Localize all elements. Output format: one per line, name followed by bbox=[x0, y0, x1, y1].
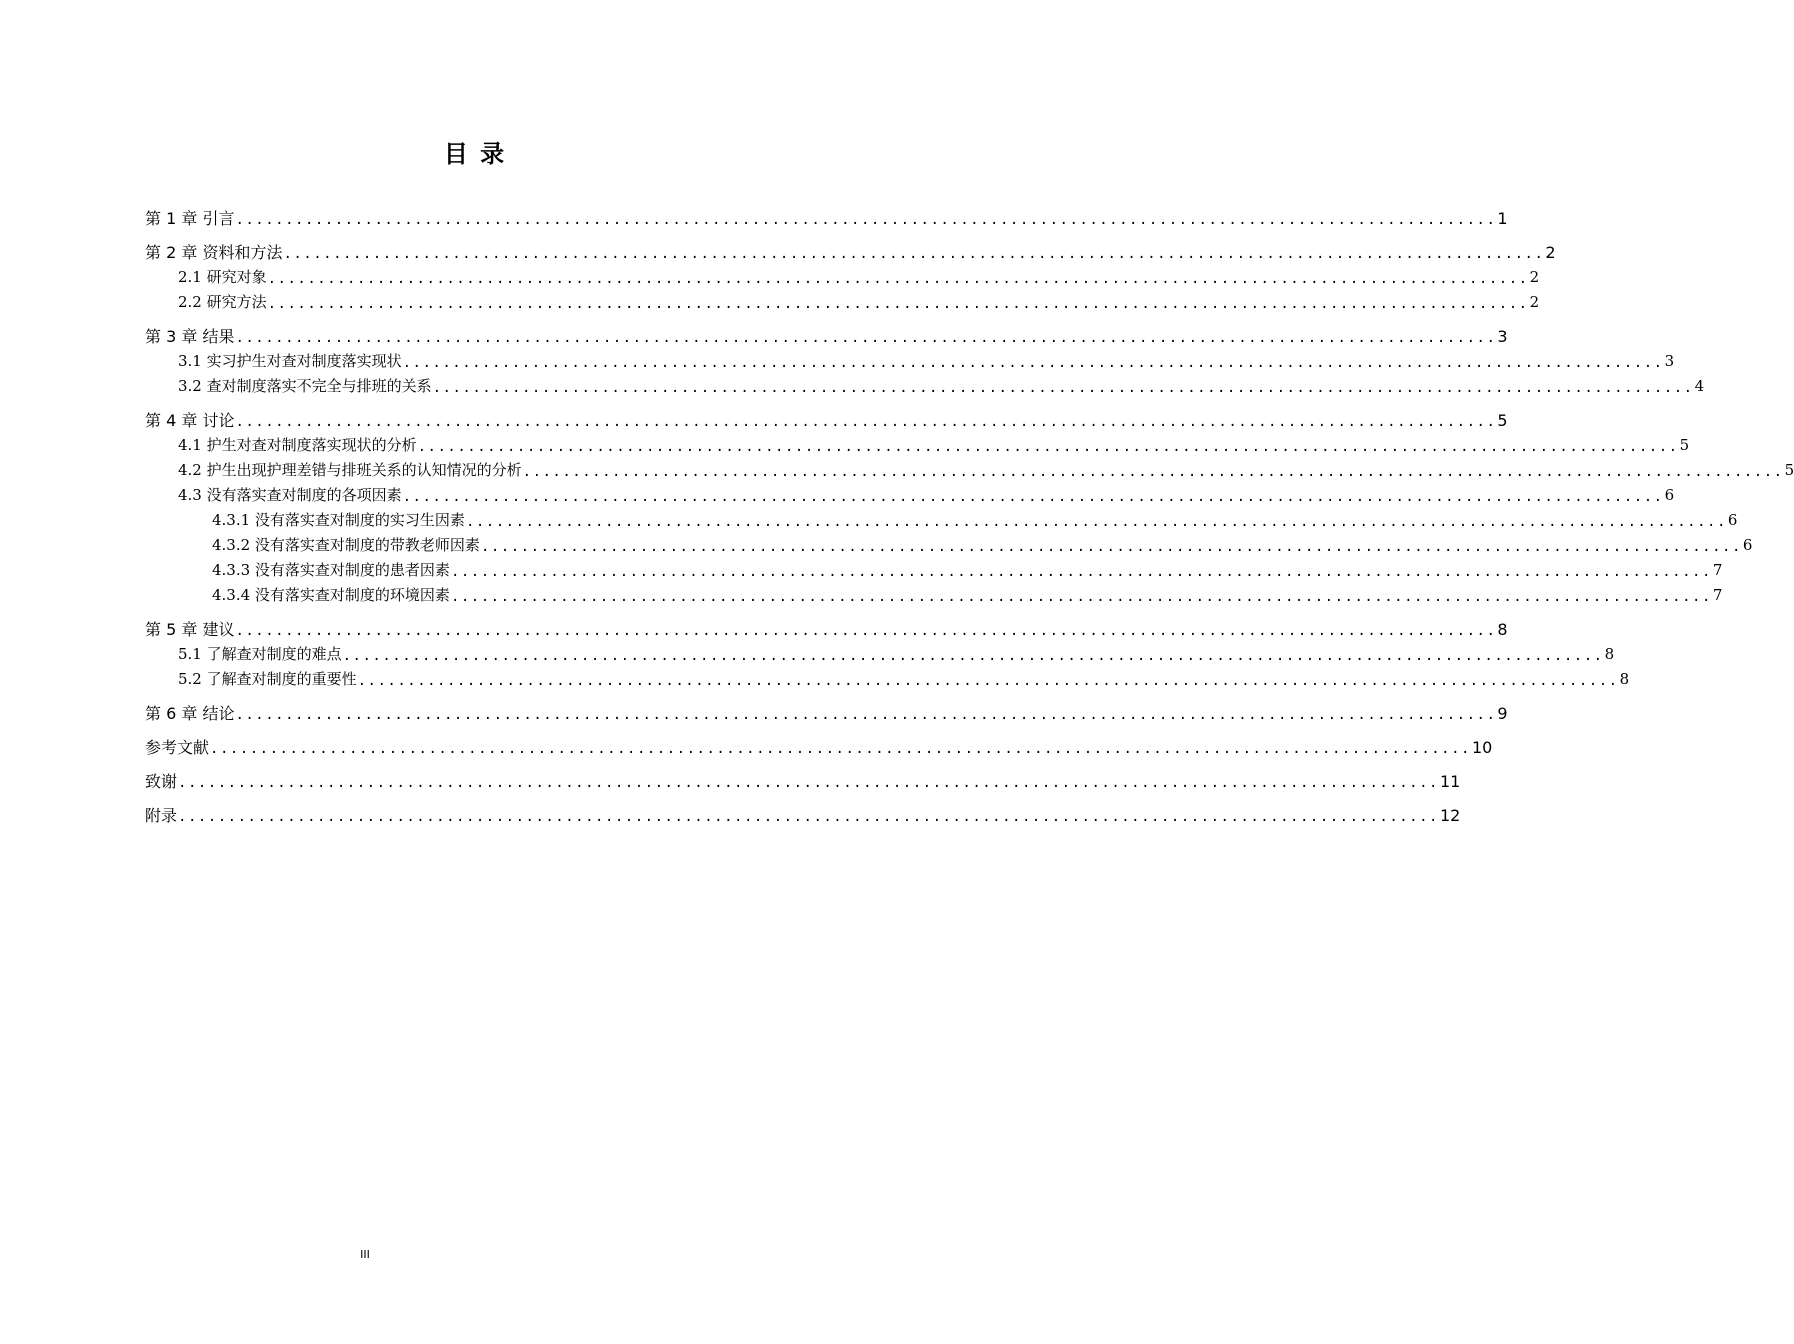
toc-leader-dots: ............................................................................................................................... bbox=[283, 246, 1545, 262]
toc-entry-page: 6 bbox=[1664, 486, 1675, 504]
toc-entry-page: 6 bbox=[1742, 536, 1753, 554]
toc-entry[interactable] bbox=[145, 533, 1753, 558]
toc-entry[interactable] bbox=[145, 667, 1630, 692]
toc-leader-dots: ............................................................................................................................... bbox=[402, 489, 1664, 505]
toc-entry[interactable] bbox=[145, 349, 1675, 374]
toc-entry[interactable] bbox=[145, 701, 1508, 726]
toc-entry[interactable] bbox=[145, 803, 1461, 828]
toc-leader-dots: ............................................................................................................................... bbox=[178, 775, 1439, 791]
toc-title: 目 录 bbox=[443, 140, 507, 168]
toc-entry-page: 3 bbox=[1664, 352, 1675, 370]
toc-entry-page: 11 bbox=[1439, 772, 1461, 791]
toc-leader-dots: ............................................................................................................................... bbox=[235, 414, 1497, 430]
toc-entry[interactable] bbox=[145, 290, 1540, 315]
toc-entry-page: 8 bbox=[1497, 620, 1508, 639]
toc-leader-dots: ............................................................................................................................... bbox=[342, 648, 1604, 664]
toc-entry[interactable] bbox=[145, 324, 1508, 349]
toc-entry-title: 4.2 护生出现护理差错与排班关系的认知情况的分析 bbox=[178, 461, 522, 479]
toc-entry-page: 10 bbox=[1471, 738, 1493, 757]
toc-entry-page: 8 bbox=[1604, 645, 1615, 663]
toc-entry-page: 5 bbox=[1497, 411, 1508, 430]
toc-leader-dots: ............................................................................................................................... bbox=[402, 355, 1664, 371]
toc-entry-page: 2 bbox=[1529, 293, 1540, 311]
toc-entry[interactable] bbox=[145, 769, 1461, 794]
toc-entry-title: 5.2 了解查对制度的重要性 bbox=[178, 670, 357, 688]
toc-entry[interactable] bbox=[145, 206, 1508, 231]
toc-entry[interactable] bbox=[145, 483, 1675, 508]
page-number-footer: III bbox=[360, 1248, 370, 1261]
toc-entry-title: 4.3.2 没有落实查对制度的带教老师因素 bbox=[212, 536, 480, 554]
toc-entry-page: 2 bbox=[1545, 243, 1556, 262]
toc-leader-dots: ............................................................................................................................... bbox=[210, 741, 1471, 757]
toc-entry-title: 2.1 研究对象 bbox=[178, 268, 267, 286]
toc-entry[interactable] bbox=[145, 735, 1493, 760]
toc-entry-page: 9 bbox=[1497, 704, 1508, 723]
toc-entry-page: 3 bbox=[1497, 327, 1508, 346]
toc-leader-dots: ............................................................................................................................... bbox=[522, 464, 1784, 480]
toc-leader-dots: ............................................................................................................................... bbox=[432, 380, 1694, 396]
toc-leader-dots: ............................................................................................................................... bbox=[235, 330, 1497, 346]
toc-entry-title: 2.2 研究方法 bbox=[178, 293, 267, 311]
toc-entry-title: 4.1 护生对查对制度落实现状的分析 bbox=[178, 436, 417, 454]
toc-entry-title: 第 4 章 讨论 bbox=[145, 411, 235, 430]
toc-entry-page: 7 bbox=[1712, 586, 1723, 604]
toc-leader-dots: ............................................................................................................................... bbox=[267, 296, 1529, 312]
toc-entry-page: 7 bbox=[1712, 561, 1723, 579]
table-of-contents bbox=[145, 206, 1794, 828]
toc-entry-title: 第 1 章 引言 bbox=[145, 209, 235, 228]
toc-entry-title: 致谢 bbox=[145, 772, 178, 791]
toc-leader-dots: ............................................................................................................................... bbox=[417, 439, 1679, 455]
toc-leader-dots: ............................................................................................................................... bbox=[450, 564, 1712, 580]
toc-leader-dots: ............................................................................................................................... bbox=[178, 809, 1439, 825]
toc-entry-page: 8 bbox=[1619, 670, 1630, 688]
toc-entry-page: 2 bbox=[1529, 268, 1540, 286]
toc-entry[interactable] bbox=[145, 558, 1723, 583]
toc-entry-title: 第 5 章 建议 bbox=[145, 620, 235, 639]
toc-entry-page: 1 bbox=[1497, 209, 1508, 228]
toc-entry[interactable] bbox=[145, 617, 1508, 642]
toc-entry-title: 4.3 没有落实查对制度的各项因素 bbox=[178, 486, 402, 504]
toc-entry-title: 附录 bbox=[145, 806, 178, 825]
toc-entry-title: 5.1 了解查对制度的难点 bbox=[178, 645, 342, 663]
toc-leader-dots: ............................................................................................................................... bbox=[465, 514, 1727, 530]
toc-entry-title: 4.3.3 没有落实查对制度的患者因素 bbox=[212, 561, 450, 579]
toc-entry-title: 参考文献 bbox=[145, 738, 210, 757]
toc-entry-page: 5 bbox=[1679, 436, 1690, 454]
toc-entry[interactable] bbox=[145, 408, 1508, 433]
toc-entry[interactable] bbox=[145, 433, 1690, 458]
toc-leader-dots: ............................................................................................................................... bbox=[235, 212, 1497, 228]
toc-leader-dots: ............................................................................................................................... bbox=[235, 707, 1497, 723]
toc-entry[interactable] bbox=[145, 458, 1794, 483]
toc-entry-page: 6 bbox=[1727, 511, 1738, 529]
toc-leader-dots: ............................................................................................................................... bbox=[480, 539, 1742, 555]
toc-entry[interactable] bbox=[145, 508, 1738, 533]
toc-entry[interactable] bbox=[145, 583, 1723, 608]
toc-entry-title: 4.3.4 没有落实查对制度的环境因素 bbox=[212, 586, 450, 604]
toc-entry[interactable] bbox=[145, 642, 1615, 667]
toc-leader-dots: ............................................................................................................................... bbox=[357, 673, 1619, 689]
toc-entry-title: 第 3 章 结果 bbox=[145, 327, 235, 346]
toc-entry-title: 4.3.1 没有落实查对制度的实习生因素 bbox=[212, 511, 465, 529]
toc-entry-title: 第 6 章 结论 bbox=[145, 704, 235, 723]
toc-leader-dots: ............................................................................................................................... bbox=[450, 589, 1712, 605]
toc-entry-page: 12 bbox=[1439, 806, 1461, 825]
toc-entry-page: 5 bbox=[1784, 461, 1794, 479]
toc-entry[interactable] bbox=[145, 265, 1540, 290]
toc-entry-title: 3.2 查对制度落实不完全与排班的关系 bbox=[178, 377, 432, 395]
toc-entry-title: 第 2 章 资料和方法 bbox=[145, 243, 283, 262]
toc-entry-title: 3.1 实习护生对查对制度落实现状 bbox=[178, 352, 402, 370]
toc-leader-dots: ............................................................................................................................... bbox=[267, 271, 1529, 287]
toc-entry[interactable] bbox=[145, 240, 1556, 265]
toc-entry[interactable] bbox=[145, 374, 1705, 399]
toc-entry-page: 4 bbox=[1694, 377, 1705, 395]
toc-leader-dots: ............................................................................................................................... bbox=[235, 623, 1497, 639]
